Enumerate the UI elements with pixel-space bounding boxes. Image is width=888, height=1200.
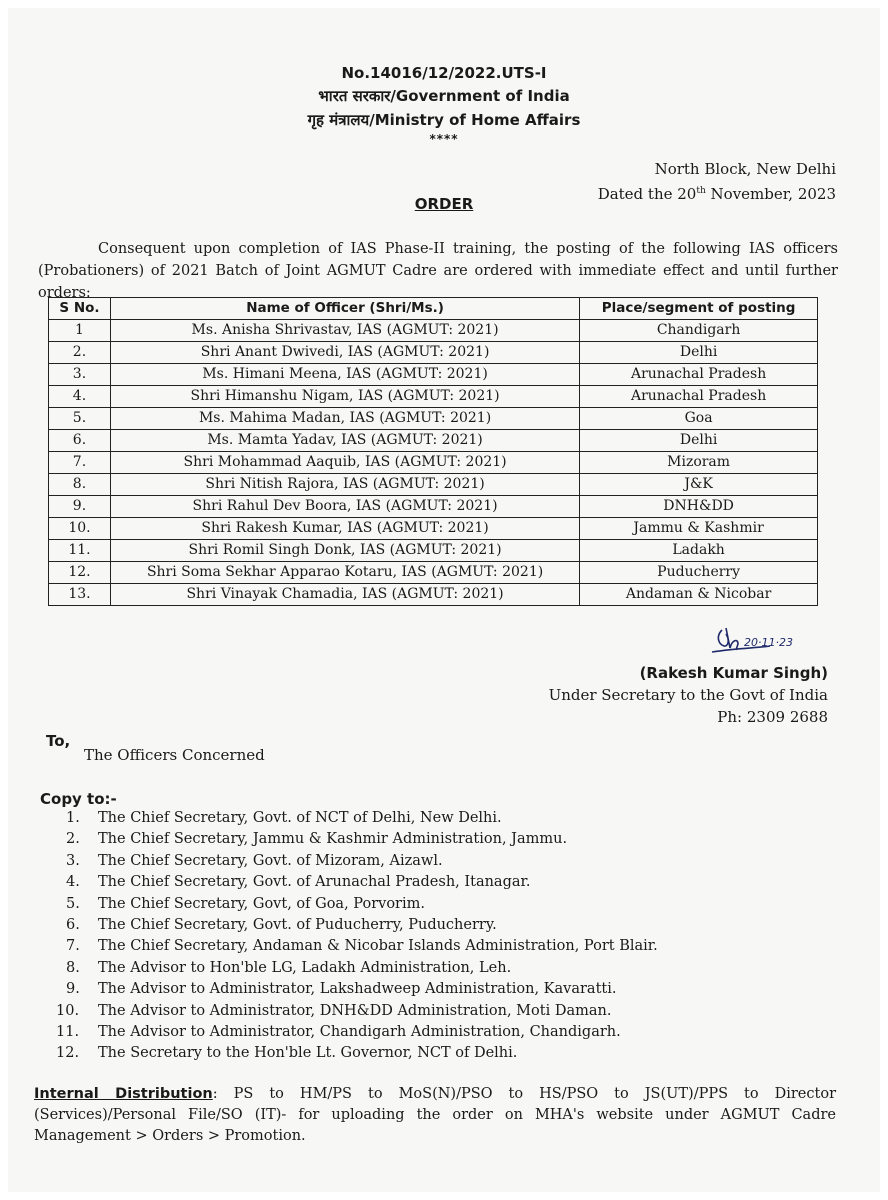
row-sno: 8.	[49, 474, 111, 496]
copy-to-item	[52, 936, 658, 957]
table-header-row	[49, 298, 818, 320]
row-sno: 11.	[49, 540, 111, 562]
date: Dated the 20th November, 2023	[597, 185, 836, 203]
row-posting-place: Ladakh	[580, 540, 818, 562]
row-sno: 2.	[49, 342, 111, 364]
copy-to-item-number: 2.	[66, 831, 80, 848]
copy-to-item	[52, 1043, 658, 1064]
row-posting-place: DNH&DD	[580, 496, 818, 518]
row-posting-place: Mizoram	[580, 452, 818, 474]
row-sno: 1	[49, 320, 111, 342]
stars-separator: ****	[429, 132, 459, 146]
copy-to-item	[52, 979, 658, 1000]
table-row	[49, 518, 818, 540]
row-posting-place: Puducherry	[580, 562, 818, 584]
copy-to-item-number: 11.	[56, 1023, 80, 1040]
ministry-line: गृह मंत्रालय/Ministry of Home Affairs	[307, 111, 581, 129]
copy-to-item	[52, 851, 658, 872]
copy-to-item	[52, 872, 658, 893]
row-officer-name: Ms. Mamta Yadav, IAS (AGMUT: 2021)	[110, 430, 579, 452]
row-sno: 3.	[49, 364, 111, 386]
table-row	[49, 342, 818, 364]
row-sno: 10.	[49, 518, 111, 540]
internal-distribution	[34, 1084, 836, 1147]
row-sno: 4.	[49, 386, 111, 408]
signatory-name: (Rakesh Kumar Singh)	[639, 664, 828, 682]
postings-table	[48, 297, 818, 606]
copy-to-item-text: The Advisor to Administrator, DNH&DD Administration, Moti Daman.	[98, 1002, 612, 1019]
copy-to-item-number: 8.	[66, 959, 80, 976]
copy-to-item-text: The Chief Secretary, Govt, of Goa, Porvorim.	[98, 895, 425, 912]
copy-to-item-text: The Chief Secretary, Govt. of NCT of Delhi, New Delhi.	[98, 810, 502, 826]
copy-to-item	[52, 1001, 658, 1022]
to-label: To,	[46, 732, 71, 750]
row-officer-name: Shri Mohammad Aaquib, IAS (AGMUT: 2021)	[110, 452, 579, 474]
table-row	[49, 386, 818, 408]
row-officer-name: Shri Rakesh Kumar, IAS (AGMUT: 2021)	[110, 518, 579, 540]
row-posting-place: Goa	[580, 408, 818, 430]
copy-to-item-text: The Chief Secretary, Jammu & Kashmir Administration, Jammu.	[98, 831, 568, 848]
copy-to-item-text: The Advisor to Hon'ble LG, Ladakh Administration, Leh.	[98, 959, 512, 976]
copy-to-item	[52, 1022, 658, 1043]
row-officer-name: Shri Nitish Rajora, IAS (AGMUT: 2021)	[110, 474, 579, 496]
row-sno: 13.	[49, 584, 111, 606]
to-recipients: The Officers Concerned	[84, 746, 265, 764]
copy-to-label: Copy to:-	[40, 790, 117, 808]
row-sno: 5.	[49, 408, 111, 430]
row-officer-name: Shri Romil Singh Donk, IAS (AGMUT: 2021)	[110, 540, 579, 562]
copy-to-item-text: The Chief Secretary, Govt. of Mizoram, Aizawl.	[98, 852, 443, 869]
copy-to-item	[52, 894, 658, 915]
copy-to-item-text: The Advisor to Administrator, Chandigarh Administration, Chandigarh.	[98, 1023, 621, 1040]
header-sno: S No.	[49, 298, 111, 320]
signature-block	[549, 662, 828, 728]
signatory-designation: Under Secretary to the Govt of India	[548, 686, 828, 704]
copy-to-item-text: The Chief Secretary, Govt. of Arunachal Pradesh, Itanagar.	[98, 874, 531, 891]
table-row	[49, 408, 818, 430]
row-officer-name: Ms. Himani Meena, IAS (AGMUT: 2021)	[110, 364, 579, 386]
copy-to-item-text: The Secretary to the Hon'ble Lt. Governor, NCT of Delhi.	[98, 1045, 518, 1062]
copy-to-item-text: The Chief Secretary, Andaman & Nicobar Islands Administration, Port Blair.	[98, 938, 658, 955]
row-officer-name: Shri Rahul Dev Boora, IAS (AGMUT: 2021)	[110, 496, 579, 518]
table-row	[49, 540, 818, 562]
copy-to-item-text: The Chief Secretary, Govt. of Puducherry, Puducherry.	[98, 916, 497, 933]
table-row	[49, 496, 818, 518]
table-row	[49, 474, 818, 496]
order-paragraph: Consequent upon completion of IAS Phase-II training, the posting of the following IAS officers (Probationers) of 2021 Batch of Joint AGMUT Cadre are ordered with immediate effect and until further orders:	[38, 241, 838, 301]
document-page	[8, 8, 880, 1192]
row-posting-place: Jammu & Kashmir	[580, 518, 818, 540]
row-posting-place: J&K	[580, 474, 818, 496]
copy-to-item-number: 3.	[66, 852, 80, 869]
copy-to-list	[52, 808, 658, 1065]
row-posting-place: Delhi	[580, 430, 818, 452]
svg-text:20·11·23: 20·11·23	[744, 636, 793, 649]
copy-to-item	[52, 808, 658, 829]
row-posting-place: Arunachal Pradesh	[580, 364, 818, 386]
signature-scribble	[708, 622, 818, 662]
row-sno: 12.	[49, 562, 111, 584]
row-sno: 7.	[49, 452, 111, 474]
copy-to-item-number: 4.	[66, 874, 80, 891]
place: North Block, New Delhi	[654, 160, 836, 178]
copy-to-item-number: 1.	[66, 810, 80, 826]
internal-distribution-text: : PS to HM/PS to MoS(N)/PSO to HS/PSO to JS(UT)/PPS to Director (Services)/Personal File/SO (IT)- for uploading the order on MHA's website under AGMUT Cadre Management > Orders > Promotion.	[34, 1086, 836, 1144]
row-officer-name: Shri Anant Dwivedi, IAS (AGMUT: 2021)	[110, 342, 579, 364]
row-posting-place: Andaman & Nicobar	[580, 584, 818, 606]
row-sno: 9.	[49, 496, 111, 518]
internal-distribution-label: Internal Distribution	[34, 1086, 213, 1102]
copy-to-item	[52, 829, 658, 850]
row-posting-place: Chandigarh	[580, 320, 818, 342]
table-row	[49, 452, 818, 474]
row-officer-name: Shri Vinayak Chamadia, IAS (AGMUT: 2021)	[110, 584, 579, 606]
row-sno: 6.	[49, 430, 111, 452]
copy-to-item-number: 10.	[56, 1002, 80, 1019]
row-officer-name: Ms. Mahima Madan, IAS (AGMUT: 2021)	[110, 408, 579, 430]
copy-to-item-text: The Advisor to Administrator, Lakshadweep Administration, Kavaratti.	[98, 981, 617, 998]
row-officer-name: Ms. Anisha Shrivastav, IAS (AGMUT: 2021)	[110, 320, 579, 342]
order-title: ORDER	[414, 195, 474, 213]
table-row	[49, 364, 818, 386]
copy-to-item-number: 9.	[66, 981, 80, 998]
copy-to-item-number: 7.	[66, 938, 80, 955]
header-officer-name: Name of Officer (Shri/Ms.)	[110, 298, 579, 320]
table-row	[49, 562, 818, 584]
signatory-phone: Ph: 2309 2688	[717, 708, 828, 726]
row-posting-place: Arunachal Pradesh	[580, 386, 818, 408]
table-row	[49, 430, 818, 452]
row-posting-place: Delhi	[580, 342, 818, 364]
copy-to-item-number: 6.	[66, 916, 80, 933]
header-posting-place: Place/segment of posting	[580, 298, 818, 320]
copy-to-item-number: 12.	[56, 1045, 80, 1062]
table-row	[49, 584, 818, 606]
file-number: No.14016/12/2022.UTS-I	[341, 64, 547, 82]
copy-to-item-number: 5.	[66, 895, 80, 912]
government-line: भारत सरकार/Government of India	[318, 87, 570, 105]
copy-to-item	[52, 958, 658, 979]
copy-to-item	[52, 915, 658, 936]
row-officer-name: Shri Himanshu Nigam, IAS (AGMUT: 2021)	[110, 386, 579, 408]
row-officer-name: Shri Soma Sekhar Apparao Kotaru, IAS (AGMUT: 2021)	[110, 562, 579, 584]
table-row	[49, 320, 818, 342]
